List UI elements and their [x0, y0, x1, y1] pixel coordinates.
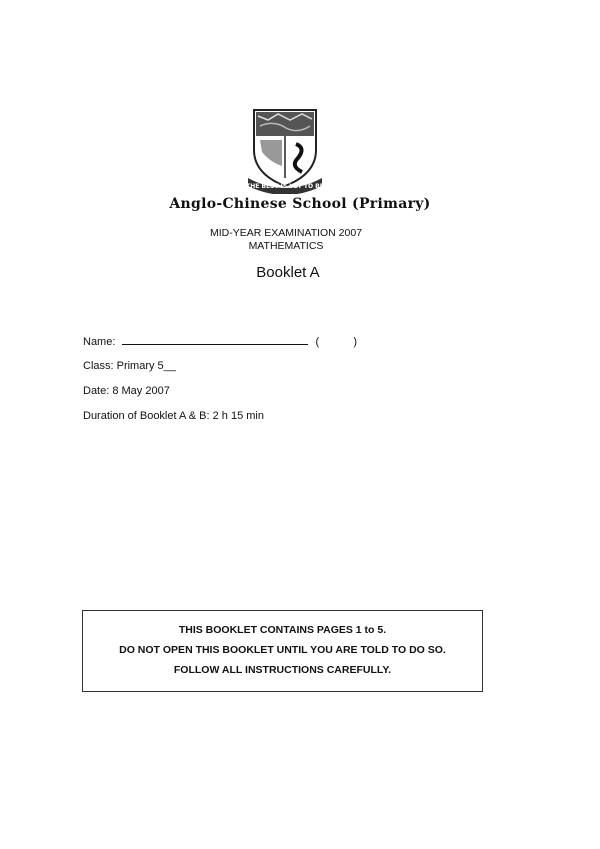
name-field: [83, 334, 357, 348]
class-field: Class: Primary 5__: [83, 360, 176, 372]
duration-field: Duration of Booklet A & B: 2 h 15 min: [83, 410, 264, 422]
notice-line-3: FOLLOW ALL INSTRUCTIONS CAREFULLY.: [173, 664, 392, 676]
crest-shield-icon: [246, 106, 324, 194]
exam-subject: MATHEMATICS: [248, 240, 324, 252]
school-name: Anglo-Chinese School (Primary): [169, 196, 431, 212]
date-field: Date: 8 May 2007: [83, 385, 170, 397]
exam-title: MID-YEAR EXAMINATION 2007: [209, 227, 363, 239]
booklet-title: Booklet A: [256, 264, 320, 281]
svg-text:THE BEST IS YET TO BE: THE BEST IS YET TO BE: [246, 183, 324, 190]
name-blank-line: [122, 334, 308, 345]
exam-title-block: [0, 227, 572, 253]
instructions-box: [82, 610, 483, 692]
index-paren-open: (: [315, 336, 320, 348]
notice-line-2: DO NOT OPEN THIS BOOKLET UNTIL YOU ARE TOLD TO DO SO.: [119, 644, 446, 656]
index-paren-close: ): [353, 336, 357, 348]
notice-line-1: THIS BOOKLET CONTAINS PAGES 1 to 5.: [178, 624, 387, 636]
school-crest-logo: [246, 106, 324, 194]
name-label: Name:: [83, 336, 116, 348]
